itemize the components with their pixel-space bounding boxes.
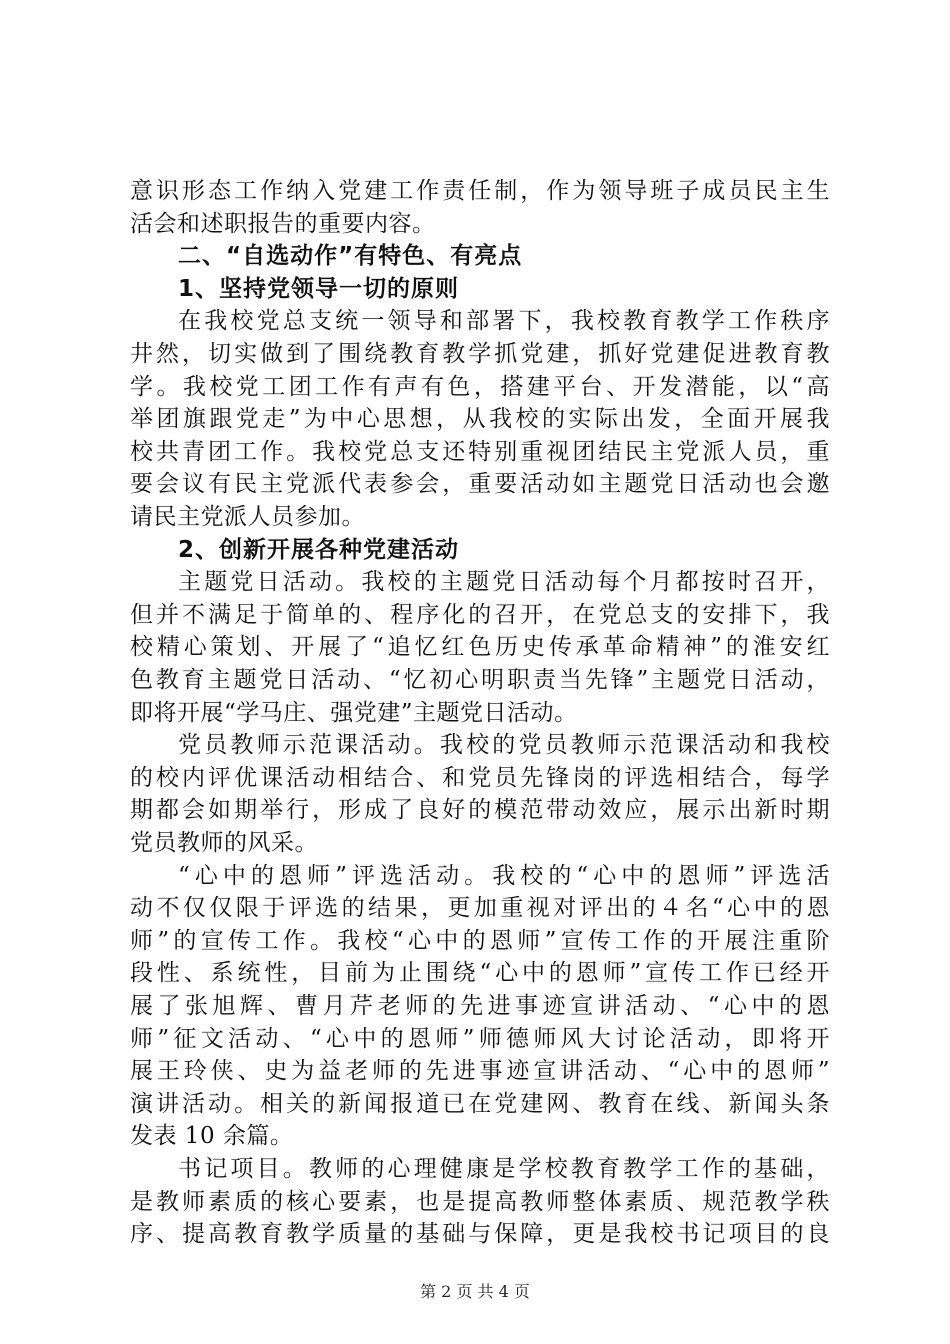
paragraph-line: 动不仅仅限于评选的结果，更加重视对评出的４名“心中的恩 (130, 895, 830, 922)
paragraph-line: 党员教师示范课活动。我校的党员教师示范课活动和我校 (178, 732, 830, 759)
paragraph-line: 展了张旭辉、曹月芹老师的先进事迹宣讲活动、“心中的恩 (130, 993, 830, 1019)
paragraph-line: 即将开展“学马庄、强党建”主题党日活动。 (130, 699, 578, 726)
paragraph-line: 活会和述职报告的重要内容。 (130, 210, 436, 237)
paragraph-line: 序、提高教育教学质量的基础与保障，更是我校书记项目的良 (130, 1221, 830, 1248)
paragraph-line: 色教育主题党日活动、“忆初心明职责当先锋”主题党日活动， (130, 667, 830, 693)
paragraph-line: 但并不满足于简单的、程序化的召开，在党总支的安排下，我 (130, 601, 830, 628)
paragraph-line: 主题党日活动。我校的主题党日活动每个月都按时召开， (178, 569, 830, 596)
paragraph-line: 校共青团工作。我校党总支还特别重视团结民主党派人员，重 (130, 438, 830, 465)
paragraph-line: 期都会如期举行，形成了良好的模范带动效应，展示出新时期 (130, 797, 830, 824)
paragraph-line: 的校内评优课活动相结合、和党员先锋岗的评选相结合，每学 (130, 764, 830, 791)
paragraph-line: 段性、系统性，目前为止围绕“心中的恩师”宣传工作已经开 (130, 960, 830, 987)
paragraph-line: 井然，切实做到了围绕教育教学抓党建，抓好党建促进教育教 (130, 341, 830, 367)
paragraph-line: 学。我校党工团工作有声有色，搭建平台、开发潜能，以“高 (130, 373, 830, 400)
section-heading: 1、坚持党领导一切的原则 (178, 275, 460, 302)
paragraph-line: 意识形态工作纳入党建工作责任制，作为领导班子成员民主生 (130, 178, 830, 204)
paragraph-line: 校精心策划、开展了“追忆红色历史传承革命精神”的淮安红 (130, 634, 830, 661)
paragraph-line: 是教师素质的核心要素，也是提高教师整体素质、规范教学秩 (130, 1188, 830, 1215)
section-heading: 2、创新开展各种党建活动 (178, 536, 460, 563)
paragraph-line: 师”征文活动、“心中的恩师”师德师风大讨论活动，即将开 (130, 1025, 830, 1052)
section-heading: 二、“自选动作”有特色、有亮点 (178, 243, 523, 270)
paragraph-line: 书记项目。教师的心理健康是学校教育教学工作的基础， (178, 1156, 830, 1182)
paragraph-line: 党员教师的风采。 (130, 830, 318, 856)
paragraph-line: 要会议有民主党派代表参会，重要活动如主题党日活动也会邀 (130, 471, 830, 498)
paragraph-line: 请民主党派人员参加。 (130, 504, 365, 530)
paragraph-line: 展王玲侠、史为益老师的先进事迹宣讲活动、“心中的恩师” (130, 1058, 830, 1085)
paragraph-line: 师”的宣传工作。我校“心中的恩师”宣传工作的开展注重阶 (130, 927, 830, 954)
paragraph-line: 演讲活动。相关的新闻报道已在党建网、教育在线、新闻头条 (130, 1090, 830, 1117)
page-footer: 第 2 页 共 4 页 (420, 1282, 530, 1301)
paragraph-line: 举团旗跟党走”为中心思想，从我校的实际出发，全面开展我 (130, 406, 830, 433)
paragraph-line: “心中的恩师”评选活动。我校的“心中的恩师”评选活 (178, 862, 830, 889)
paragraph-line: 发表 10 余篇。 (130, 1123, 294, 1150)
paragraph-line: 在我校党总支统一领导和部署下，我校教育教学工作秩序 (178, 308, 830, 335)
